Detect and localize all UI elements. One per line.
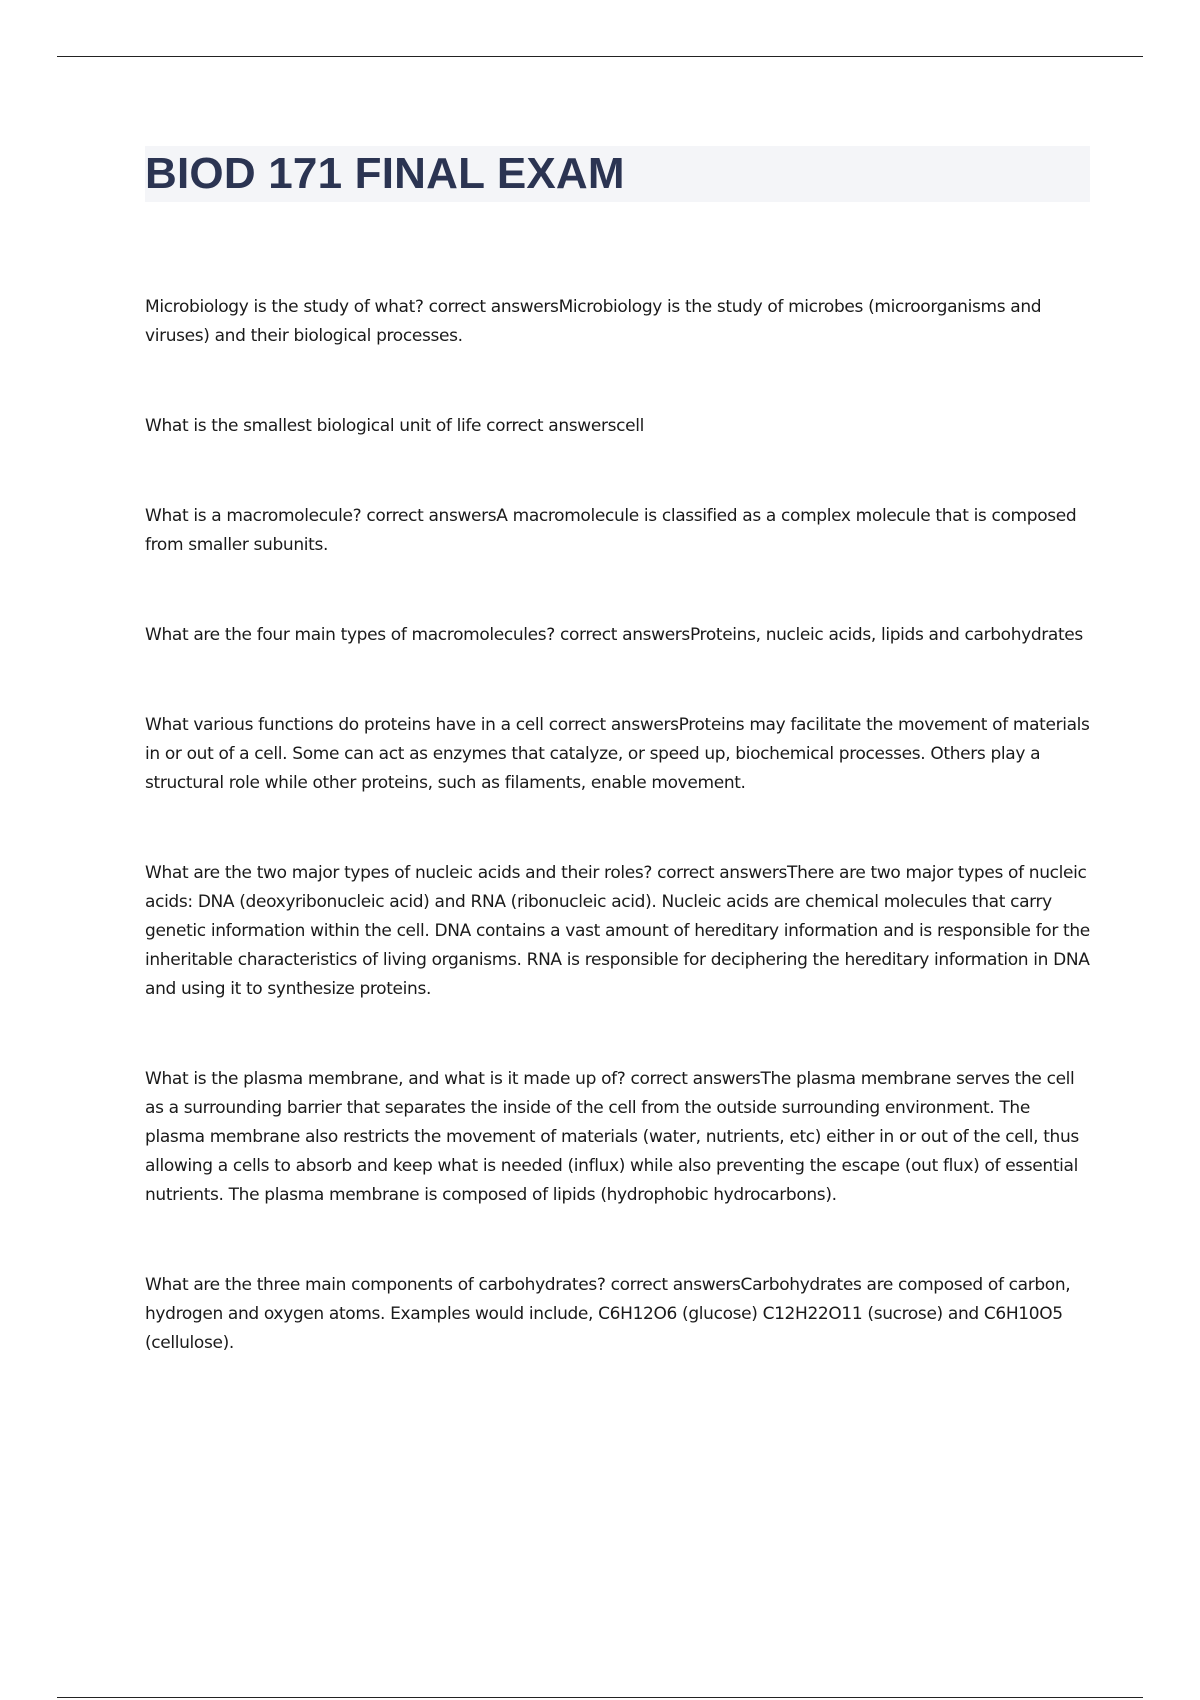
answer-text: Microbiology is the study of microbes (microorganisms and viruses) and their biological processes. — [145, 297, 1042, 346]
answer-text: Carbohydrates are composed of carbon, hydrogen and oxygen atoms. Examples would include, C6H12O6 (glucose) C12H22O11 (sucrose) and C6H10O5 (cellulose). — [145, 1275, 1071, 1353]
answer-text: A macromolecule is classified as a complex molecule that is composed from smaller subunits. — [145, 506, 1077, 555]
answer-separator: correct answers — [423, 297, 559, 317]
qa-item — [145, 502, 1090, 560]
question-text: What are the three main components of carbohydrates? — [145, 1275, 606, 1295]
qa-item — [145, 1271, 1090, 1358]
qa-item — [145, 293, 1090, 351]
answer-separator: correct answers — [361, 506, 497, 526]
question-text: Microbiology is the study of what? — [145, 297, 424, 317]
answer-text: Proteins may facilitate the movement of materials in or out of a cell. Some can act as enzymes that catalyze, or speed up, biochemical processes. Others play a structural role while other proteins, such as filaments, enable movement. — [145, 715, 1090, 793]
qa-item — [145, 412, 1090, 441]
qa-item — [145, 621, 1090, 650]
answer-separator: correct answers — [554, 625, 690, 645]
qa-list — [145, 293, 1090, 1419]
question-text: What various functions do proteins have in a cell — [145, 715, 544, 735]
bottom-rule — [57, 1697, 1143, 1698]
answer-text: The plasma membrane serves the cell as a surrounding barrier that separates the inside of the cell from the outside surrounding environment. The plasma membrane also restricts the movement of materials (water, nutrients, etc) either in or out of the cell, thus allowing a cells to absorb and keep what is needed (influx) while also preventing the escape (out flux) of essential nutrients. The plasma membrane is composed of lipids (hydrophobic hydrocarbons). — [145, 1069, 1079, 1205]
answer-separator: correct answers — [481, 416, 617, 436]
answer-separator: correct answers — [543, 715, 679, 735]
qa-item — [145, 711, 1090, 798]
qa-item — [145, 1065, 1090, 1210]
question-text: What is a macromolecule? — [145, 506, 362, 526]
question-text: What are the two major types of nucleic acids and their roles? — [145, 863, 653, 883]
top-rule — [57, 56, 1143, 57]
answer-separator: correct answers — [652, 863, 788, 883]
answer-separator: correct answers — [625, 1069, 761, 1089]
answer-separator: correct answers — [605, 1275, 741, 1295]
answer-text: cell — [616, 416, 644, 436]
question-text: What are the four main types of macromolecules? — [145, 625, 555, 645]
title-band — [145, 146, 1090, 202]
question-text: What is the plasma membrane, and what is it made up of? — [145, 1069, 626, 1089]
question-text: What is the smallest biological unit of life — [145, 416, 482, 436]
qa-item — [145, 859, 1090, 1004]
answer-text: There are two major types of nucleic acids: DNA (deoxyribonucleic acid) and RNA (ribonucleic acid). Nucleic acids are chemical molecules that carry genetic information within the cell. DNA contains a vast amount of hereditary information and is responsible for the inheritable characteristics of living organisms. RNA is responsible for deciphering the hereditary information in DNA and using it to synthesize proteins. — [145, 863, 1090, 999]
page-title: BIOD 171 FINAL EXAM — [145, 149, 625, 198]
answer-text: Proteins, nucleic acids, lipids and carbohydrates — [689, 625, 1083, 645]
